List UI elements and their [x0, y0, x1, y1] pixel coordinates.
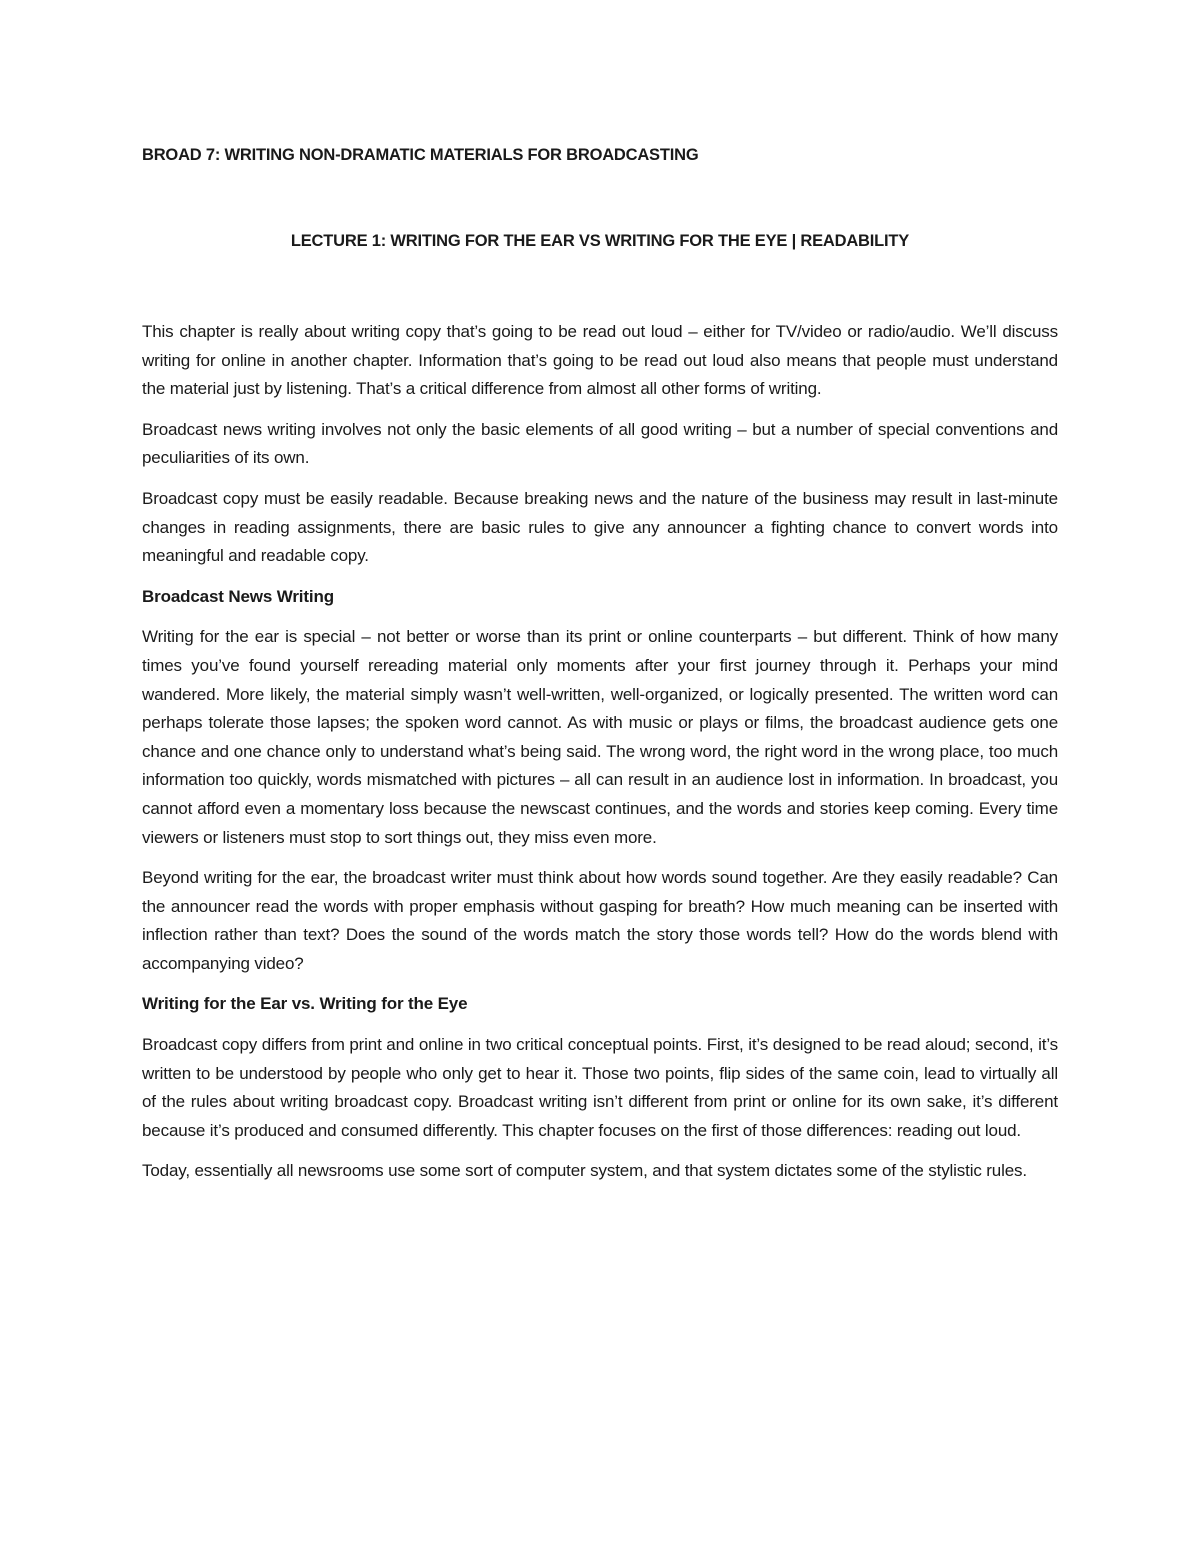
document-body — [142, 318, 1058, 1198]
paragraph-ear-vs-eye-1: Broadcast copy differs from print and online in two critical conceptual points. First, it’s designed to be read aloud; second, it’s written to be understood by people who only get to hear it. Those two points, flip sides of the same coin, lead to virtually all of the rules about writing broadcast copy. Broadcast writing isn’t different from print or online for its own sake, it’s different because it’s produced and consumed differently. This chapter focuses on the first of those differences: reading out loud. — [142, 1035, 1058, 1140]
paragraph-intro-1: This chapter is really about writing copy that’s going to be read out loud – either for TV/video or radio/audio. We’ll discuss writing for online in another chapter. Information that’s going to be read out loud also means that people must understand the material just by listening. That’s a critical difference from almost all other forms of writing. — [142, 322, 1058, 399]
paragraph-broadcast-news-2: Beyond writing for the ear, the broadcast writer must think about how words sound together. Are they easily readable? Can the announcer read the words with proper emphasis without gasping for breath? How much meaning can be inserted with inflection rather than text? Does the sound of the words match the story those words tell? How do the words blend with accompanying video? — [142, 868, 1058, 973]
paragraph-ear-vs-eye-2: Today, essentially all newsrooms use some sort of computer system, and that system dictates some of the stylistic rules. — [142, 1161, 1027, 1181]
section-heading-broadcast-news-writing: Broadcast News Writing — [142, 586, 334, 606]
paragraph-intro-3: Broadcast copy must be easily readable. Because breaking news and the nature of the business may result in last-minute changes in reading assignments, there are basic rules to give any announcer a fighting chance to convert words into meaningful and readable copy. — [142, 488, 1058, 566]
paragraph-broadcast-news-1: Writing for the ear is special – not better or worse than its print or online counterparts – but different. Think of how many times you’ve found yourself rereading material only moments after your first journey through it. Perhaps your mind wandered. More likely, the material simply wasn’t well-written, well-organized, or logically presented. The written word can perhaps tolerate those lapses; the spoken word cannot. As with music or plays or films, the broadcast audience gets one chance and one chance only to understand what’s being said. The wrong word, the right word in the wrong place, too much information too quickly, words mismatched with pictures – all can result in an audience lost in information. In broadcast, you cannot afford even a momentary loss because the newscast continues, and the words and stories keep coming. Every time viewers or listeners must stop to sort things out, they miss even more. — [142, 627, 1058, 847]
section-heading-ear-vs-eye: Writing for the Ear vs. Writing for the Eye — [142, 994, 468, 1014]
lecture-title: LECTURE 1: WRITING FOR THE EAR VS WRITING FOR THE EYE | READABILITY — [290, 232, 910, 250]
course-title: BROAD 7: WRITING NON-DRAMATIC MATERIALS FOR BROADCASTING — [142, 146, 699, 164]
paragraph-intro-2: Broadcast news writing involves not only the basic elements of all good writing – but a number of special conventions and peculiarities of its own. — [142, 419, 1058, 468]
